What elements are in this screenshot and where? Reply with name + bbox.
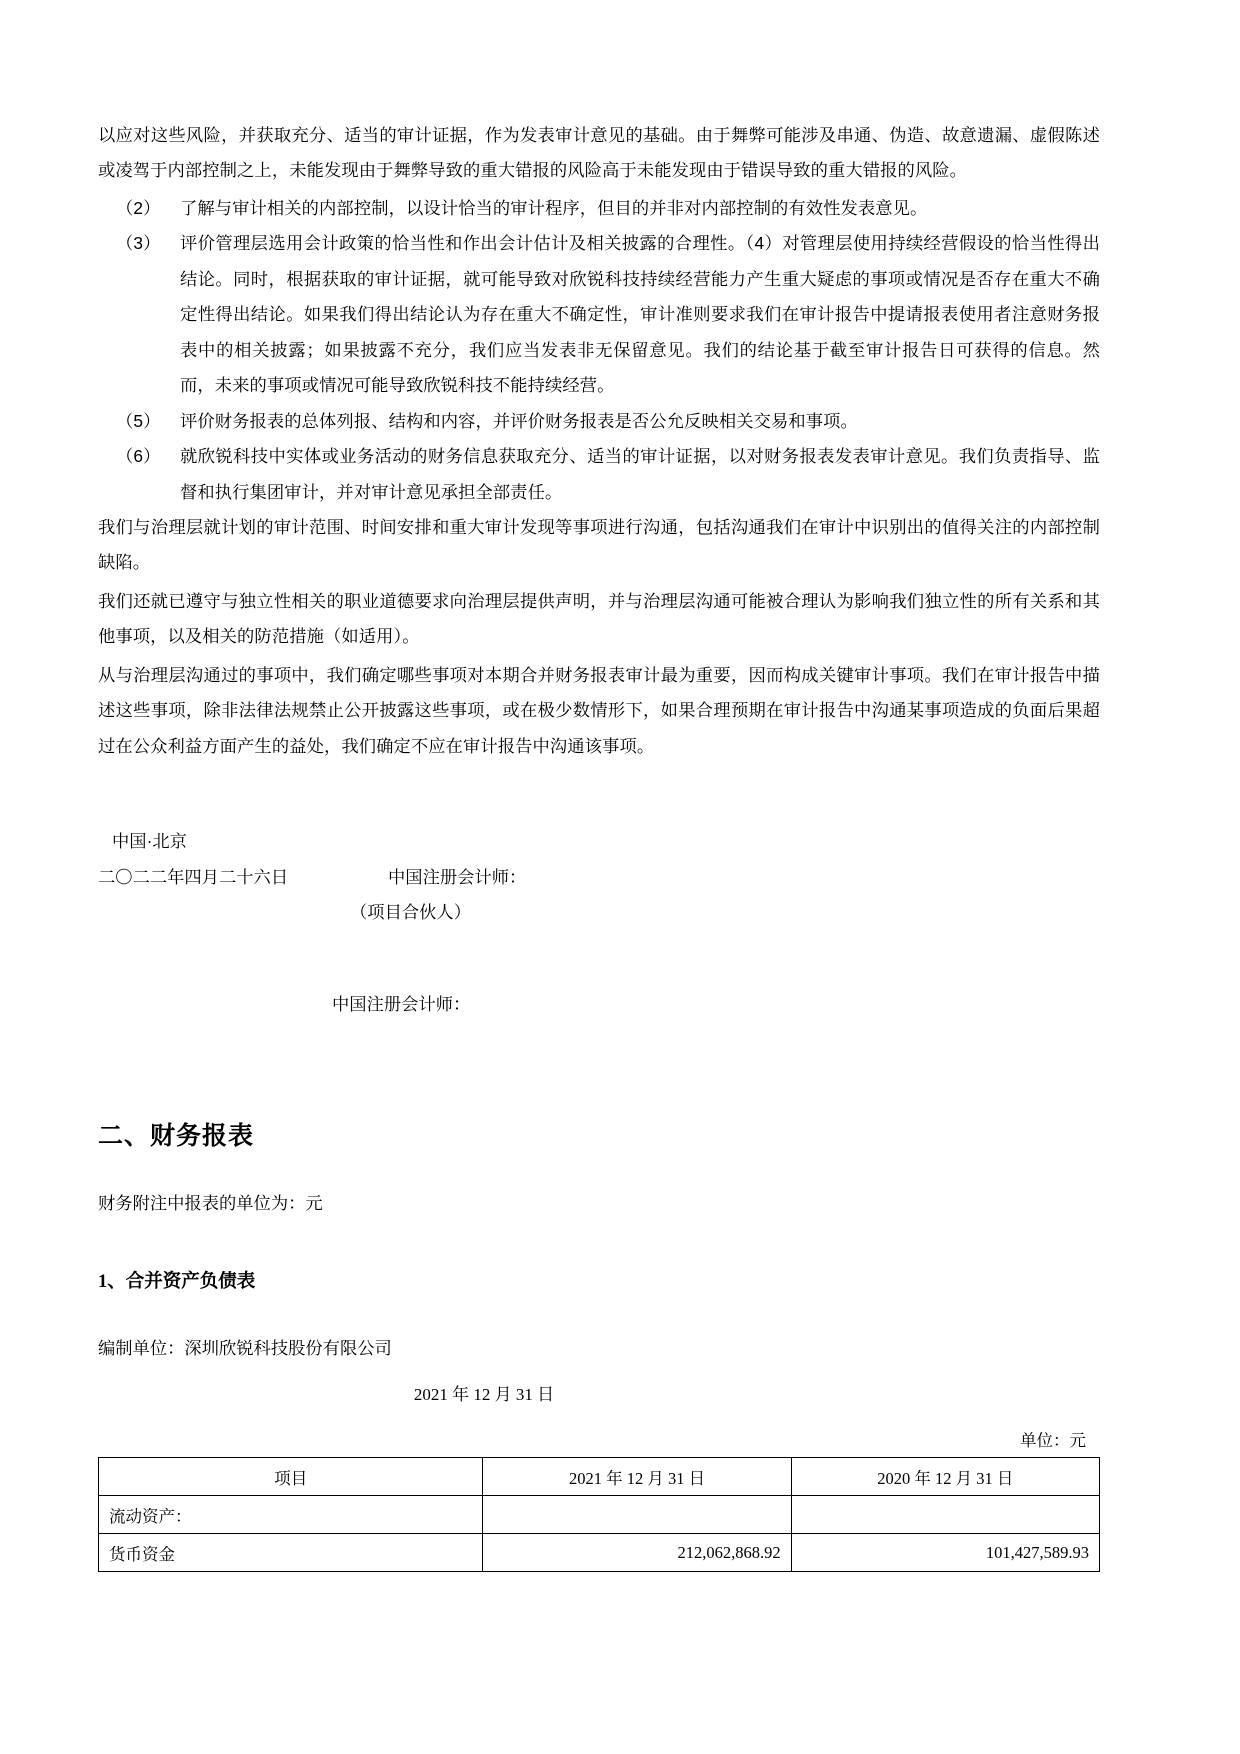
signature-city: 中国·北京 (112, 831, 187, 852)
column-header-current: 2021 年 12 月 31 日 (483, 1458, 791, 1496)
numbered-item-5 (98, 404, 1100, 439)
table-header-row (99, 1458, 1100, 1496)
sub-heading-text: 、合并资产负债表 (107, 1270, 256, 1292)
numbered-item-6 (98, 439, 1100, 510)
cpa-label-primary: 中国注册会计师： (388, 866, 527, 887)
closing-paragraph-1: 我们与治理层就计划的审计范围、时间安排和重大审计发现等事项进行沟通，包括沟通我们在审计中识别出的值得关注的内部控制缺陷。 (98, 516, 1100, 573)
sub-heading-balance-sheet (98, 1265, 1100, 1298)
item-number: （5） (116, 410, 161, 431)
cpa-label-secondary: 中国注册会计师： (332, 993, 471, 1014)
statement-date: 2021 年 12 月 31 日 (413, 1385, 555, 1405)
row-current-value (483, 1496, 791, 1534)
row-item-label: 货币资金 (99, 1534, 483, 1572)
item-text: 评价管理层选用会计政策的恰当性和作出会计估计及相关披露的合理性。（4）对管理层使用持续经营假设的恰当性得出结论。同时，根据获取的审计证据，就可能导致对欣锐科技持续经营能力产生重大疑虑的事项或情况是否存在重大不确定性得出结论。如果我们得出结论认为存在重大不确定性，审计准则要求我们在审计报告中提请报表使用者注意财务报表中的相关披露；如果披露不充分，我们应当发表非无保留意见。我们的结论基于截至审计报告日可获得的信息。然而，未来的事项或情况可能导致欣锐科技不能持续经营。 (180, 233, 1100, 396)
signature-date-row (98, 860, 1100, 895)
section-heading-financial-statements: 二、财务报表 (98, 1121, 255, 1150)
row-current-value: 212,062,868.92 (483, 1534, 791, 1572)
preparer-name: 深圳欣锐科技股份有限公司 (184, 1337, 392, 1358)
preparer-label: 编制单位： (98, 1337, 185, 1358)
column-header-item: 项目 (99, 1458, 483, 1496)
column-header-previous: 2020 年 12 月 31 日 (791, 1458, 1099, 1496)
table-row (99, 1496, 1100, 1534)
unit-note: 财务附注中报表的单位为：元 (98, 1192, 323, 1213)
table-unit-label: 单位：元 (1020, 1432, 1086, 1451)
sub-heading-index: 1 (98, 1272, 108, 1293)
item-text: 评价财务报表的总体列报、结构和内容，并评价财务报表是否公允反映相关交易和事项。 (180, 410, 858, 431)
numbered-item-3 (98, 226, 1100, 403)
closing-paragraph-3: 从与治理层沟通过的事项中，我们确定哪些事项对本期合并财务报表审计最为重要，因而构成关键审计事项。我们在审计报告中描述这些事项，除非法律法规禁止公开披露这些事项，或在极少数情形下，如果合理预期在审计报告中沟通某事项造成的负面后果超过在公众利益方面产生的益处，我们确定不应在审计报告中沟通该事项。 (98, 664, 1100, 756)
table-row (99, 1534, 1100, 1572)
project-partner-label: （项目合伙人） (350, 902, 471, 923)
item-text: 就欣锐科技中实体或业务活动的财务信息获取充分、适当的审计证据，以对财务报表发表审计意见。我们负责指导、监督和执行集团审计，并对审计意见承担全部责任。 (180, 446, 1100, 502)
signature-date: 二〇二二年四月二十六日 (98, 866, 289, 887)
intro-paragraph: 以应对这些风险，并获取充分、适当的审计证据，作为发表审计意见的基础。由于舞弊可能涉及串通、伪造、故意遗漏、虚假陈述或凌驾于内部控制之上，未能发现由于舞弊导致的重大错报的风险高于未能发现由于错误导致的重大错报的风险。 (98, 125, 1100, 181)
item-number: （3） (116, 233, 161, 254)
row-previous-value: 101,427,589.93 (791, 1534, 1099, 1572)
item-text: 了解与审计相关的内部控制，以设计恰当的审计程序，但目的并非对内部控制的有效性发表意见。 (180, 197, 928, 218)
signature-block (98, 824, 1100, 1022)
preparer-line (98, 1331, 1100, 1366)
item-number: （6） (116, 446, 161, 467)
row-previous-value (791, 1496, 1099, 1534)
balance-sheet-table (98, 1457, 1100, 1572)
row-item-label: 流动资产： (99, 1496, 483, 1534)
numbered-item-2 (98, 191, 1100, 226)
item-number: （2） (116, 197, 161, 218)
closing-paragraph-2: 我们还就已遵守与独立性相关的职业道德要求向治理层提供声明，并与治理层沟通可能被合理认为影响我们独立性的所有关系和其他事项，以及相关的防范措施（如适用）。 (98, 590, 1100, 647)
